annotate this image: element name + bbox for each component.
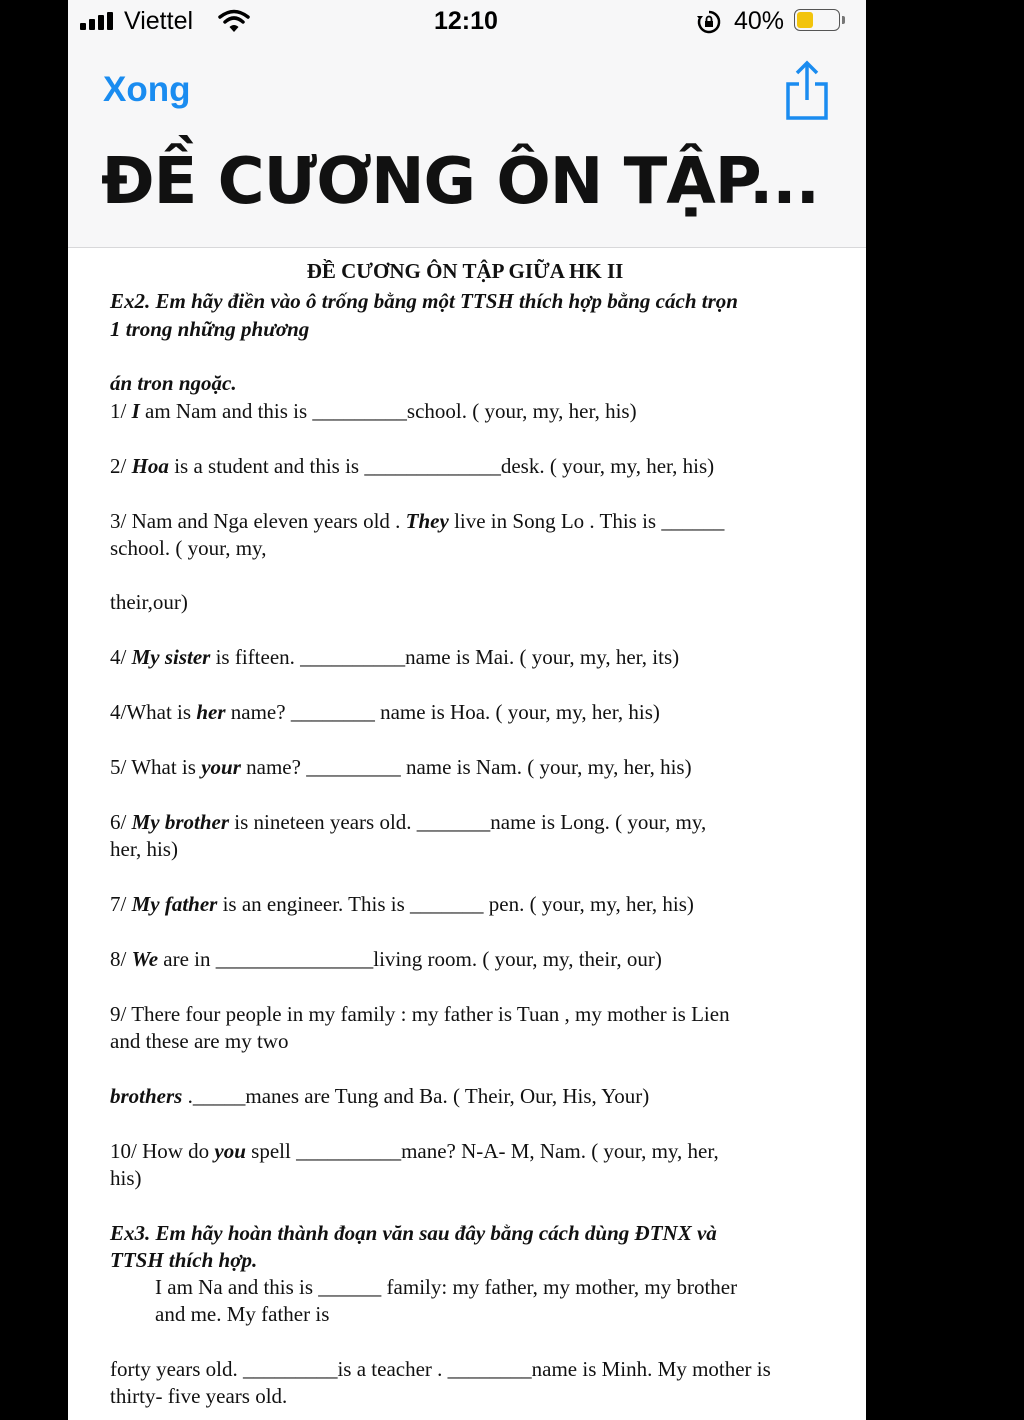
signal-icon [80, 12, 118, 30]
question-4b: 4/What is her name? ________ name is Hoa. ( your, my, her, his) [110, 700, 660, 724]
status-time: 12:10 [434, 7, 498, 35]
carrier-name: Viettel [124, 7, 194, 35]
battery-percent: 40% [734, 7, 785, 35]
rotation-lock-icon [696, 9, 722, 35]
viewer-header [68, 0, 866, 248]
ex3-paragraph-line1: I am Na and this is ______ family: my father, my mother, my brother [155, 1275, 738, 1299]
question-3-cont: school. ( your, my, [110, 536, 267, 560]
ex3-paragraph-line4: thirty- five years old. [110, 1384, 288, 1408]
question-8: 8/ We are in _______________living room. ( your, my, their, our) [110, 947, 662, 971]
share-icon[interactable] [784, 60, 830, 122]
wifi-icon [218, 8, 250, 34]
question-6-cont: her, his) [110, 837, 178, 861]
question-10: 10/ How do you spell __________mane? N-A- M, Nam. ( your, my, her, [110, 1139, 719, 1163]
done-button[interactable]: Xong [103, 70, 191, 109]
question-3: 3/ Nam and Nga eleven years old . They live in Song Lo . This is ______ [110, 509, 725, 533]
question-5: 5/ What is your name? _________ name is Nam. ( your, my, her, his) [110, 755, 692, 779]
ex2-instruction-line3: án tron ngoặc. [110, 371, 237, 395]
ex3-paragraph-line2: and me. My father is [155, 1302, 330, 1326]
question-1: 1/ I am Nam and this is _________school. ( your, my, her, his) [110, 399, 637, 423]
question-9-cont2: brothers ._____manes are Tung and Ba. ( Their, Our, His, Your) [110, 1084, 650, 1108]
doc-heading: ĐỀ CƯƠNG ÔN TẬP GIỮA HK II [306, 259, 624, 283]
ex3-instruction-line1: Ex3. Em hãy hoàn thành đoạn văn sau đây bằng cách dùng ĐTNX và [110, 1221, 717, 1245]
question-4: 4/ My sister is fifteen. __________name is Mai. ( your, my, her, its) [110, 645, 680, 669]
ex3-paragraph-line3: forty years old. _________is a teacher . ________name is Minh. My mother is [110, 1357, 771, 1381]
ex3-instruction-line2: TTSH thích hợp. [110, 1248, 258, 1272]
phone-screen [68, 0, 866, 1420]
question-9: 9/ There four people in my family : my father is Tuan , my mother is Lien [110, 1002, 730, 1026]
question-7: 7/ My father is an engineer. This is _______ pen. ( your, my, her, his) [110, 892, 694, 916]
question-2: 2/ Hoa is a student and this is _____________desk. ( your, my, her, his) [110, 454, 715, 478]
document-title: ĐỀ CƯƠNG ÔN TẬP... [101, 145, 819, 219]
question-10-cont: his) [110, 1166, 142, 1190]
question-6: 6/ My brother is nineteen years old. _______name is Long. ( your, my, [110, 810, 707, 834]
ex2-instruction-line1: Ex2. Em hãy điền vào ô trống bằng một TTSH thích hợp bằng cách trọn [110, 289, 738, 313]
ex2-instruction-line2: 1 trong những phương [110, 317, 310, 341]
battery-icon [794, 9, 846, 33]
question-9-cont: and these are my two [110, 1029, 289, 1053]
question-3-cont2: their,our) [110, 590, 188, 614]
